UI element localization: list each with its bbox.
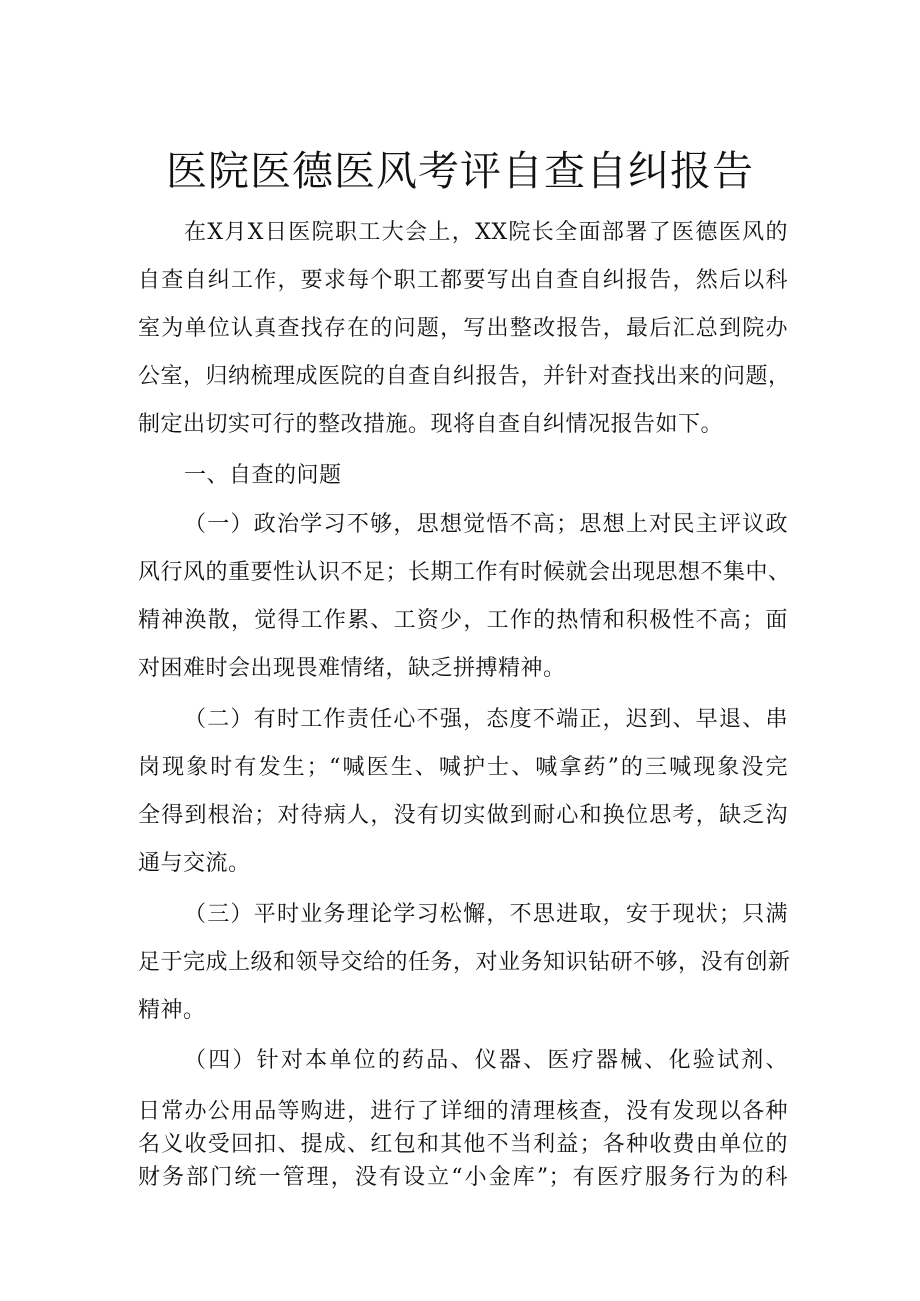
item4-line: 财务部门统一管理，没有设立“小金库”；有医疗服务行为的科 <box>138 1165 788 1190</box>
item3-line: 精神。 <box>138 998 206 1023</box>
item2-line: 岗现象时有发生；“喊医生、喊护士、喊拿药”的三喊现象没完 <box>138 755 788 780</box>
item3-line: （三）平时业务理论学习松懈，不思进取，安于现状；只满 <box>184 902 788 927</box>
item4-line: （四）针对本单位的药品、仪器、医疗器械、化验试剂、 <box>184 1048 788 1073</box>
intro-line: 公室，归纳梳理成医院的自查自纠报告，并针对查找出来的问题， <box>138 364 791 389</box>
item2-line: （二）有时工作责任心不强，态度不端正，迟到、早退、串 <box>184 707 788 732</box>
intro-line: 室为单位认真查找存在的问题，写出整改报告，最后汇总到院办 <box>138 316 788 341</box>
item3-line: 足于完成上级和领导交给的任务，对业务知识钻研不够，没有创新 <box>138 950 791 975</box>
intro-line: 自查自纠工作，要求每个职工都要写出自查自纠报告，然后以科 <box>138 268 788 293</box>
item1-line: 风行风的重要性认识不足；长期工作有时候就会出现思想不集中、 <box>138 560 791 585</box>
section-heading: 一、自查的问题 <box>184 463 342 488</box>
item1-line: 对困难时会出现畏难情绪，缺乏拼搏精神。 <box>138 656 566 681</box>
item1-line: 精神涣散，觉得工作累、工资少，工作的热情和积极性不高；面 <box>138 608 788 633</box>
item4-line: 日常办公用品等购进，进行了详细的清理核查，没有发现以各种 <box>138 1099 788 1124</box>
item2-line: 通与交流。 <box>138 851 251 876</box>
item2-line: 全得到根治；对待病人，没有切实做到耐心和换位思考，缺乏沟 <box>138 803 788 828</box>
intro-line: 制定出切实可行的整改措施。现将自查自纠情况报告如下。 <box>138 412 724 437</box>
item4-line: 名义收受回扣、提成、红包和其他不当利益；各种收费由单位的 <box>138 1132 788 1157</box>
item1-line: （一）政治学习不够，思想觉悟不高；思想上对民主评议政 <box>184 512 788 537</box>
intro-line: 在X月X日医院职工大会上，XX院长全面部署了医德医风的 <box>184 220 788 245</box>
document-title: 医院医德医风考评自查自纠报告 <box>166 147 754 195</box>
